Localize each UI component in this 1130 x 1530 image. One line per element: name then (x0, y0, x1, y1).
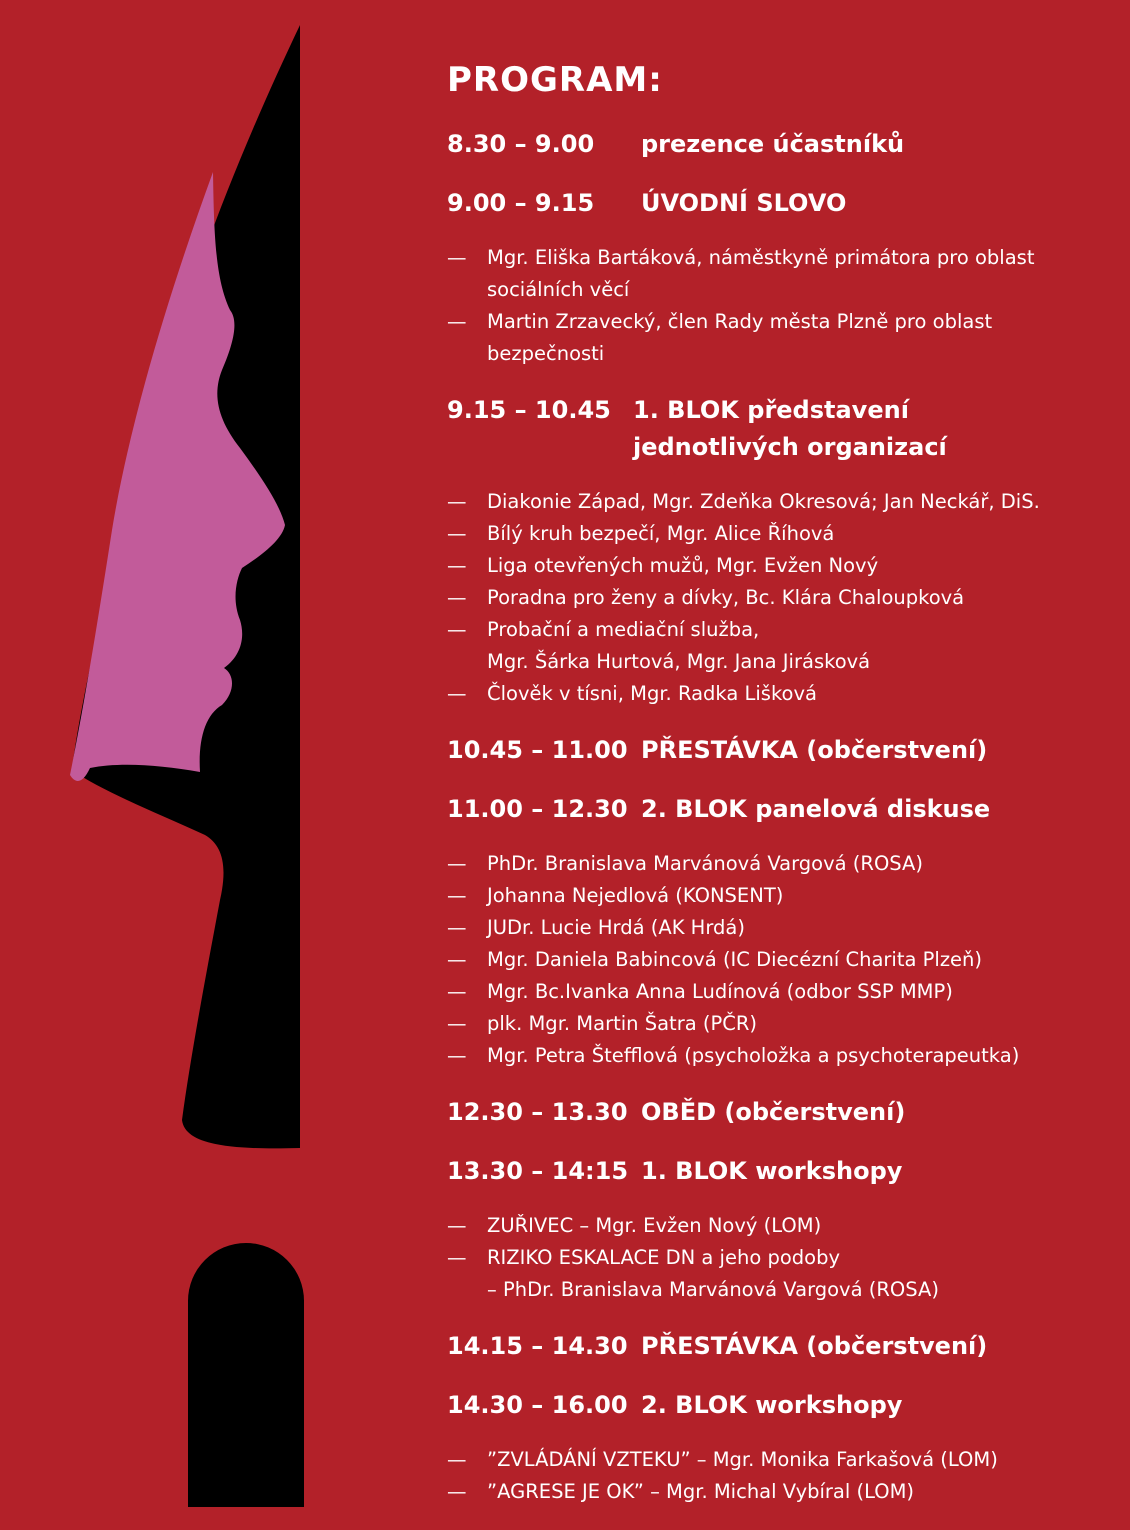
slot-label: 2. BLOK workshopy (641, 1391, 903, 1419)
speaker-item (447, 1008, 1107, 1040)
speaker-item (447, 242, 1107, 306)
speaker-list (447, 848, 1107, 1072)
bullet-dash: — (447, 1246, 467, 1269)
slot-time: 13.30 – 14:15 (447, 1157, 629, 1185)
speaker-text: PhDr. Branislava Marvánová Vargová (ROSA) (487, 852, 923, 875)
speaker-text: Mgr. Bc.Ivanka Anna Ludínová (odbor SSP MMP) (487, 980, 953, 1003)
speaker-text: Martin Zrzavecký, člen Rady města Plzně pro oblast bezpečnosti (487, 310, 993, 365)
speaker-item (447, 306, 1107, 370)
bullet-dash: — (447, 522, 467, 545)
slot-label: 1. BLOK workshopy (641, 1157, 903, 1185)
speaker-item (447, 550, 1107, 582)
speaker-item (447, 1476, 1107, 1508)
slot-time: 14.15 – 14.30 (447, 1332, 628, 1360)
program-title: PROGRAM: (447, 60, 663, 100)
slot-time: 11.00 – 12.30 (447, 795, 628, 823)
slot-label: OBĚD (občerstvení) (641, 1098, 906, 1126)
speaker-text: Člověk v tísni, Mgr. Radka Lišková (487, 682, 817, 705)
slot-time: 8.30 – 9.00 (447, 130, 595, 158)
bullet-dash: — (447, 980, 467, 1003)
bullet-dash: — (447, 1012, 467, 1035)
slot-time: 10.45 – 11.00 (447, 736, 628, 764)
speaker-text: ”AGRESE JE OK” – Mgr. Michal Vybíral (LOM) (487, 1480, 915, 1503)
speaker-item (447, 1040, 1107, 1072)
speaker-item (447, 1444, 1107, 1476)
schedule-slot (447, 1153, 1107, 1190)
knife-handle-base (188, 1300, 304, 1507)
bullet-dash: — (447, 246, 467, 269)
speaker-text: Diakonie Západ, Mgr. Zdeňka Okresová; Jan Neckář, DiS. (487, 490, 1040, 513)
bullet-dash: — (447, 586, 467, 609)
slot-time: 9.15 – 10.45 (447, 396, 611, 424)
bullet-dash: — (447, 852, 467, 875)
bullet-dash: — (447, 682, 467, 705)
schedule-slot (447, 1387, 1107, 1424)
speaker-list (447, 1444, 1107, 1508)
bullet-dash: — (447, 1480, 467, 1503)
schedule-slot (447, 791, 1107, 828)
bullet-dash: — (447, 948, 467, 971)
speaker-item (447, 944, 1107, 976)
bullet-dash: — (447, 884, 467, 907)
speaker-text: Poradna pro ženy a dívky, Bc. Klára Chaloupková (487, 586, 965, 609)
slot-time: 12.30 – 13.30 (447, 1098, 628, 1126)
speaker-item (447, 614, 1107, 678)
slot-label: ÚVODNÍ SLOVO (641, 189, 847, 217)
speaker-text: Mgr. Eliška Bartáková, náměstkyně primátora pro oblast sociálních věcí (487, 246, 1035, 301)
schedule-list (447, 126, 1107, 1530)
bullet-dash: — (447, 1448, 467, 1471)
speaker-list (447, 242, 1107, 370)
speaker-list (447, 486, 1107, 710)
speaker-item (447, 848, 1107, 880)
schedule-slot (447, 732, 1107, 769)
speaker-text: RIZIKO ESKALACE DN a jeho podoby – PhDr. Branislava Marvánová Vargová (ROSA) (487, 1246, 939, 1301)
bullet-dash: — (447, 916, 467, 939)
speaker-text: JUDr. Lucie Hrdá (AK Hrdá) (487, 916, 745, 939)
bullet-dash: — (447, 310, 467, 333)
bullet-dash: — (447, 1044, 467, 1067)
speaker-text: Mgr. Petra Štefflová (psycholožka a psychoterapeutka) (487, 1044, 1020, 1067)
speaker-item (447, 1242, 1107, 1306)
speaker-item (447, 880, 1107, 912)
speaker-item (447, 1210, 1107, 1242)
speaker-item (447, 486, 1107, 518)
schedule-slot (447, 392, 1107, 466)
bullet-dash: — (447, 554, 467, 577)
schedule-slot (447, 126, 1107, 163)
speaker-list (447, 1210, 1107, 1306)
schedule-slot (447, 185, 1107, 222)
slot-time: 14.30 – 16.00 (447, 1391, 628, 1419)
bullet-dash: — (447, 618, 467, 641)
bullet-dash: — (447, 1214, 467, 1237)
speaker-item (447, 518, 1107, 550)
speaker-text: ”ZVLÁDÁNÍ VZTEKU” – Mgr. Monika Farkašová (LOM) (487, 1448, 998, 1471)
speaker-text: Johanna Nejedlová (KONSENT) (487, 884, 784, 907)
speaker-text: Mgr. Daniela Babincová (IC Diecézní Charita Plzeň) (487, 948, 983, 971)
slot-time: 9.00 – 9.15 (447, 189, 595, 217)
speaker-item (447, 976, 1107, 1008)
speaker-text: plk. Mgr. Martin Šatra (PČR) (487, 1012, 758, 1035)
speaker-text: ZUŘIVEC – Mgr. Evžen Nový (LOM) (487, 1214, 822, 1237)
slot-label: PŘESTÁVKA (občerstvení) (641, 1332, 988, 1360)
speaker-item (447, 912, 1107, 944)
schedule-slot (447, 1094, 1107, 1131)
slot-label: PŘESTÁVKA (občerstvení) (641, 736, 988, 764)
speaker-text: Probační a mediační služba, Mgr. Šárka Hurtová, Mgr. Jana Jirásková (487, 618, 871, 673)
slot-label: prezence účastníků (641, 130, 905, 158)
speaker-item (447, 582, 1107, 614)
bullet-dash: — (447, 490, 467, 513)
program-section (447, 58, 1107, 1530)
slot-label: 1. BLOK představení jednotlivých organizací (633, 396, 947, 461)
speaker-item (447, 678, 1107, 710)
speaker-text: Bílý kruh bezpečí, Mgr. Alice Říhová (487, 522, 835, 545)
slot-label: 2. BLOK panelová diskuse (641, 795, 991, 823)
schedule-slot (447, 1328, 1107, 1365)
speaker-text: Liga otevřených mužů, Mgr. Evžen Nový (487, 554, 879, 577)
knife-face-illustration (0, 0, 320, 1507)
